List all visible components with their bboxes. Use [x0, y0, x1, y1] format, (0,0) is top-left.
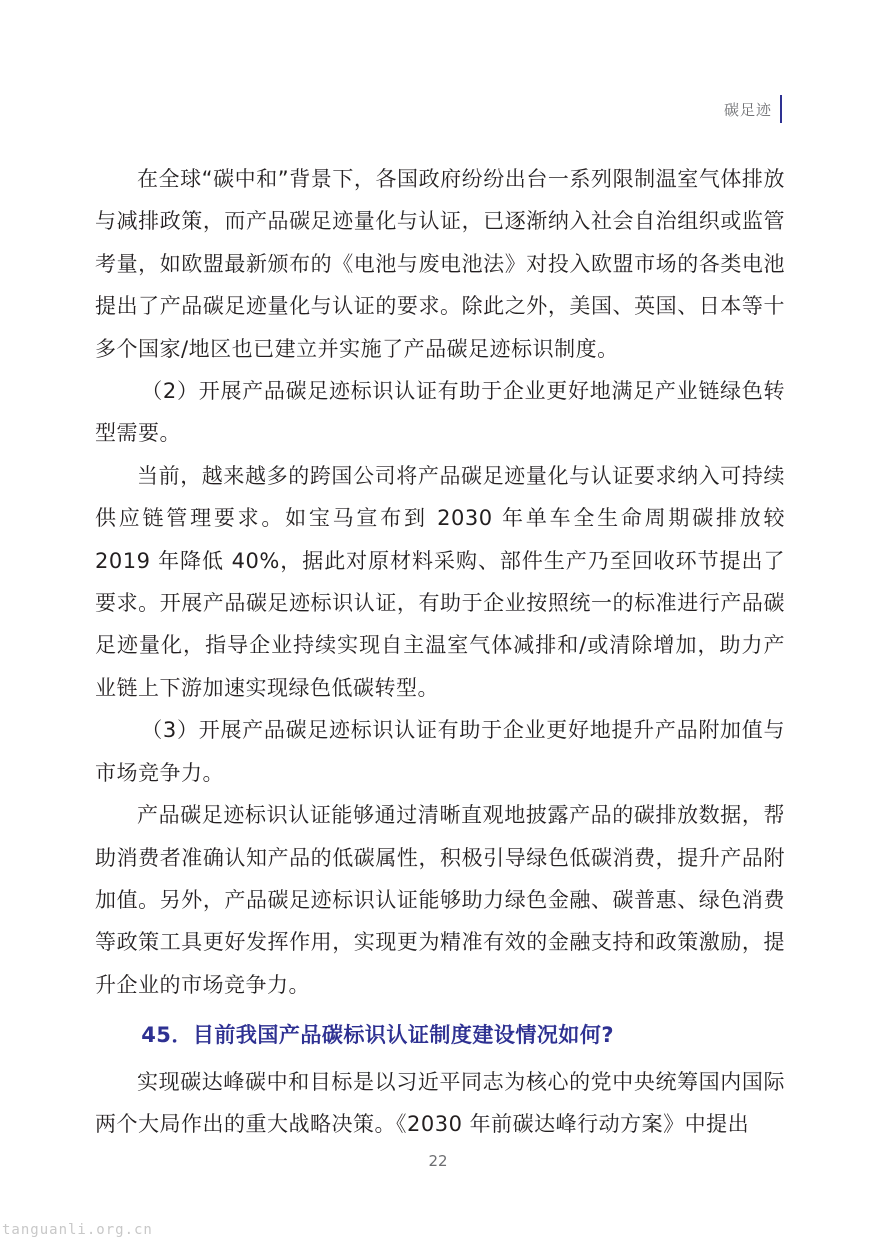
numbered-point: （2）开展产品碳足迹标识认证有助于企业更好地满足产业链绿色转型需要。 — [95, 379, 785, 446]
body-paragraph: 产品碳足迹标识认证能够通过清晰直观地披露产品的碳排放数据，帮助消费者准确认知产品的低碳属性，积极引导绿色低碳消费，提升产品附加值。另外，产品碳足迹标识认证能够助力绿色金融、碳普惠、绿色消费等政策工具更好发挥作用，实现更为精准有效的金融支持和政策激励，提升企业的市场竞争力。 — [95, 803, 785, 997]
header-section-title: 碳足迹 — [723, 100, 772, 119]
running-header — [724, 95, 782, 123]
numbered-point: （3）开展产品碳足迹标识认证有助于企业更好地提升产品附加值与市场竞争力。 — [95, 718, 785, 785]
watermark: tanguanli.org.cn — [2, 1222, 153, 1238]
section-heading: 45．目前我国产品碳标识认证制度建设情况如何? — [141, 1023, 615, 1048]
header-accent-bar — [780, 95, 782, 123]
body-paragraph: 在全球“碳中和”背景下，各国政府纷纷出台一系列限制温室气体排放与减排政策，而产品碳足迹量化与认证，已逐渐纳入社会自治组织或监管考量，如欧盟最新颁布的《电池与废电池法》对投入欧盟市场的各类电池提出了产品碳足迹量化与认证的要求。除此之外，美国、英国、日本等十多个国家/地区也已建立并实施了产品碳足迹标识制度。 — [95, 167, 785, 361]
page-body — [95, 158, 785, 1145]
body-paragraph: 当前，越来越多的跨国公司将产品碳足迹量化与认证要求纳入可持续供应链管理要求。如宝马宣布到 2030 年单车全生命周期碳排放较 2019 年降低 40%，据此对原材料采购、部件生产乃至回收环节提出了要求。开展产品碳足迹标识认证，有助于企业按照统一的标准进行产品碳足迹量化，指导企业持续实现自主温室气体减排和/或清除增加，助力产业链上下游加速实现绿色低碳转型。 — [95, 463, 785, 700]
page-number: 22 — [428, 1152, 448, 1170]
body-paragraph: 实现碳达峰碳中和目标是以习近平同志为核心的党中央统筹国内国际两个大局作出的重大战略决策。《2030 年前碳达峰行动方案》中提出 — [95, 1069, 785, 1136]
